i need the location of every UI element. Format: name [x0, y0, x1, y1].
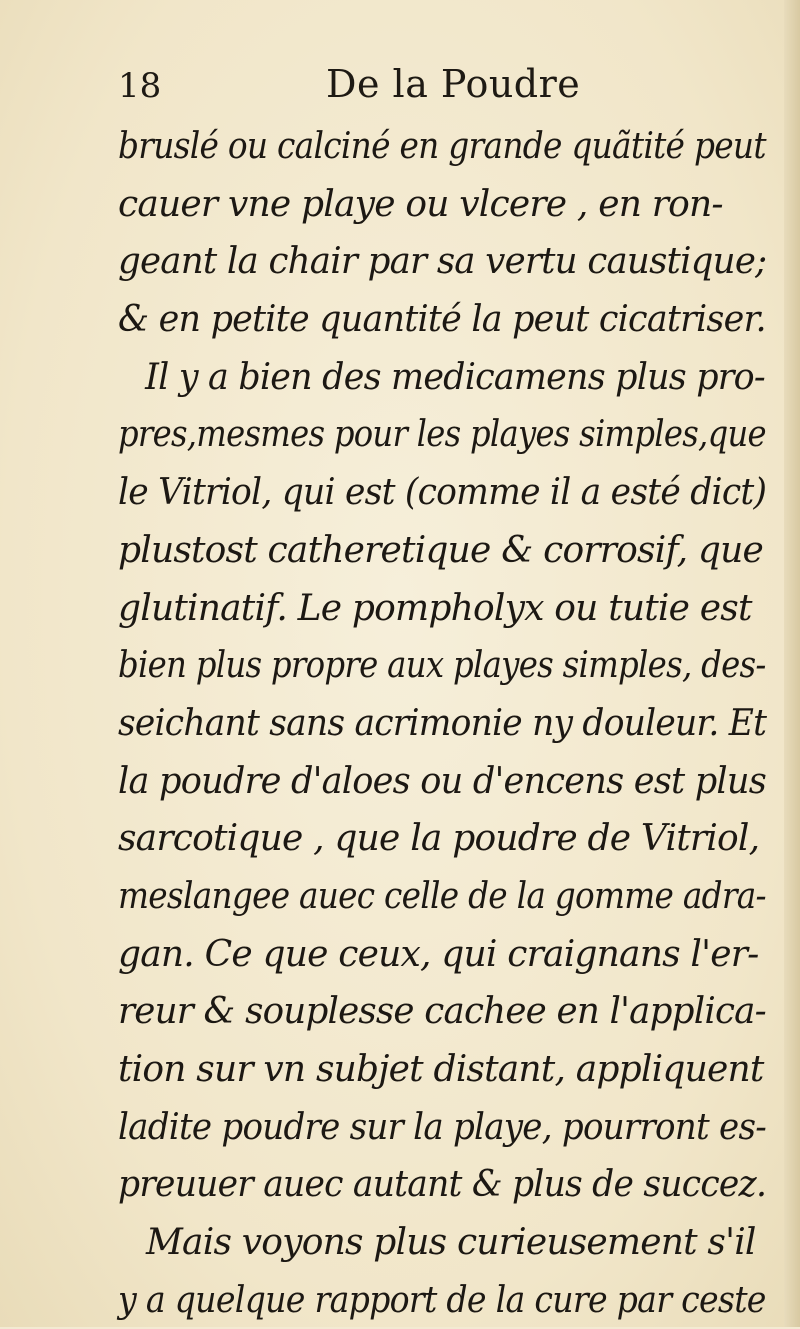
text-line: meslangee auec celle de la gomme adra-: [118, 875, 766, 917]
page-header: [118, 62, 758, 114]
text-line: y a quelque rapport de la cure par ceste: [118, 1279, 766, 1321]
text-line: geant la chair par sa vertu caustique;: [118, 241, 767, 283]
text-line: bruslé ou calciné en grande quãtité peut: [118, 126, 766, 167]
text-line: gan. Ce que ceux, qui craignans l'er-: [118, 933, 759, 975]
text-line: glutinatif. Le pompholyx ou tutie est: [118, 587, 752, 629]
text-line: cauer vne playe ou vlcere , en ron-: [118, 183, 723, 225]
page-number: 18: [118, 66, 162, 106]
text-line: ladite poudre sur la playe, pourront es-: [118, 1106, 766, 1148]
paragraph-start-line: Il y a bien des medicamens plus pro-: [145, 356, 765, 398]
paragraph-start-line: Mais voyons plus curieusement s'il: [146, 1222, 756, 1264]
text-line: pres,mesmes pour les playes simples,que: [118, 414, 766, 456]
text-line: bien plus propre aux playes simples, des-: [118, 645, 766, 687]
body-text: [118, 118, 766, 1329]
text-line: preuuer auec autant & plus de succez.: [118, 1164, 767, 1206]
text-line: & en petite quantité la peut cicatriser.: [118, 299, 766, 341]
text-line: tion sur vn subjet distant, appliquent: [118, 1049, 764, 1090]
running-title: De la Poudre: [326, 62, 581, 106]
text-line: reur & souplesse cachee en l'applica-: [118, 991, 766, 1033]
text-line: le Vitriol, qui est (comme il a esté dict): [118, 472, 767, 514]
page-edge: [784, 0, 800, 1327]
text-line: sarcotique , que la poudre de Vitriol,: [118, 818, 760, 860]
text-line: plustost catheretique & corrosif, que: [118, 529, 764, 571]
text-line: la poudre d'aloes ou d'encens est plus: [118, 760, 766, 802]
text-line: seichant sans acrimonie ny douleur. Et: [118, 702, 767, 744]
